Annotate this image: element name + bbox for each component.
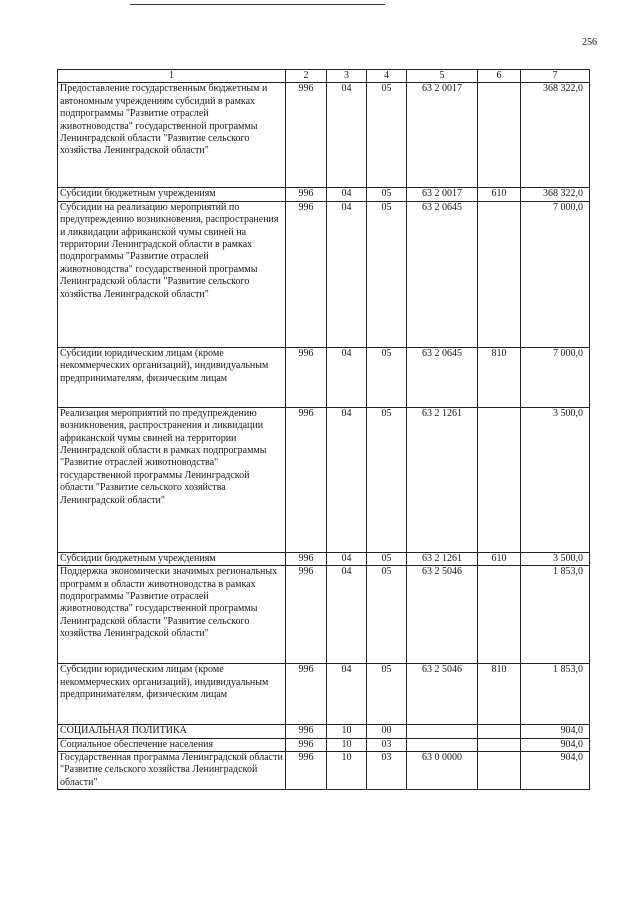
cell-subsection: 05 (367, 664, 407, 725)
table-row (58, 738, 590, 751)
cell-section: 10 (327, 725, 367, 738)
cell-amount: 904,0 (521, 738, 590, 751)
cell-ministry: 996 (286, 347, 327, 407)
cell-ministry: 996 (286, 552, 327, 565)
cell-subsection: 05 (367, 566, 407, 664)
cell-section: 10 (327, 752, 367, 790)
cell-subsection: 00 (367, 725, 407, 738)
cell-target-article (407, 738, 478, 751)
cell-section: 04 (327, 407, 367, 552)
cell-amount: 3 500,0 (521, 407, 590, 552)
header-cell: 4 (367, 70, 407, 83)
cell-section: 04 (327, 347, 367, 407)
cell-ministry: 996 (286, 664, 327, 725)
cell-ministry: 996 (286, 752, 327, 790)
cell-expense-type (478, 738, 521, 751)
cell-subsection: 05 (367, 407, 407, 552)
cell-subsection: 05 (367, 552, 407, 565)
cell-ministry: 996 (286, 83, 327, 188)
header-cell: 2 (286, 70, 327, 83)
cell-section: 04 (327, 566, 367, 664)
cell-ministry: 996 (286, 188, 327, 201)
cell-expense-type: 810 (478, 664, 521, 725)
cell-expense-type (478, 752, 521, 790)
cell-target-article: 63 2 0645 (407, 201, 478, 347)
cell-subsection: 05 (367, 188, 407, 201)
cell-amount: 1 853,0 (521, 566, 590, 664)
cell-target-article (407, 725, 478, 738)
row-name: Государственная программа Ленинградской области "Развитие сельского хозяйства Ленинградской области" (58, 752, 286, 790)
cell-ministry: 996 (286, 407, 327, 552)
cell-target-article: 63 0 0000 (407, 752, 478, 790)
cell-section: 04 (327, 83, 367, 188)
table-row (58, 752, 590, 790)
header-cell: 7 (521, 70, 590, 83)
cell-target-article: 63 2 0645 (407, 347, 478, 407)
cell-expense-type (478, 201, 521, 347)
row-name: Субсидии на реализацию мероприятий по предупреждению возникновения, распространения и ликвидации африканской чумы свиней на территории Ленинградской области в рамках подпрограммы "Развитие отраслей животноводства" государственной программы Ленинградской области "Развитие сельского хозяйства Ленинградской области" (58, 201, 286, 347)
cell-section: 04 (327, 664, 367, 725)
cell-ministry: 996 (286, 725, 327, 738)
row-name: Социальное обеспечение населения (58, 738, 286, 751)
cell-amount: 368 322,0 (521, 188, 590, 201)
row-name: СОЦИАЛЬНАЯ ПОЛИТИКА (58, 725, 286, 738)
page-number: 256 (582, 37, 597, 48)
table-row (58, 725, 590, 738)
cell-amount: 368 322,0 (521, 83, 590, 188)
cell-amount: 1 853,0 (521, 664, 590, 725)
row-name: Предоставление государственным бюджетным и автономным учреждениям субсидий в рамках подпрограммы "Развитие отраслей животноводства" государственной программы Ленинградской области "Развитие сельского хозяйства Ленинградской области" (58, 83, 286, 188)
cell-section: 10 (327, 738, 367, 751)
cell-subsection: 05 (367, 201, 407, 347)
budget-table (57, 69, 590, 790)
table-header-row (58, 70, 590, 83)
cell-expense-type (478, 83, 521, 188)
cell-expense-type (478, 407, 521, 552)
row-name: Субсидии юридическим лицам (кроме некоммерческих организаций), индивидуальным предпринимателям, физическим лицам (58, 347, 286, 407)
table-row (58, 83, 590, 188)
cell-expense-type (478, 725, 521, 738)
cell-ministry: 996 (286, 201, 327, 347)
cell-amount: 904,0 (521, 725, 590, 738)
row-name: Субсидии бюджетным учреждениям (58, 188, 286, 201)
cell-target-article: 63 2 5046 (407, 664, 478, 725)
cell-section: 04 (327, 552, 367, 565)
row-name: Субсидии бюджетным учреждениям (58, 552, 286, 565)
cell-subsection: 05 (367, 83, 407, 188)
cell-expense-type: 810 (478, 347, 521, 407)
cell-amount: 3 500,0 (521, 552, 590, 565)
cell-ministry: 996 (286, 566, 327, 664)
top-rule (130, 4, 385, 5)
table-row (58, 552, 590, 565)
cell-subsection: 05 (367, 347, 407, 407)
table-row (58, 566, 590, 664)
header-cell: 3 (327, 70, 367, 83)
cell-amount: 7 000,0 (521, 201, 590, 347)
cell-ministry: 996 (286, 738, 327, 751)
cell-target-article: 63 2 0017 (407, 188, 478, 201)
row-name: Поддержка экономически значимых региональных программ в области животноводства в рамках подпрограммы "Развитие отраслей животноводства" государственной программы Ленинградской области "Развитие сельского хозяйства Ленинградской области" (58, 566, 286, 664)
header-cell: 5 (407, 70, 478, 83)
table-row (58, 407, 590, 552)
cell-target-article: 63 2 1261 (407, 552, 478, 565)
cell-amount: 7 000,0 (521, 347, 590, 407)
cell-expense-type: 610 (478, 188, 521, 201)
cell-subsection: 03 (367, 738, 407, 751)
table-row (58, 188, 590, 201)
cell-expense-type: 610 (478, 552, 521, 565)
header-cell: 6 (478, 70, 521, 83)
cell-section: 04 (327, 188, 367, 201)
table-row (58, 664, 590, 725)
cell-subsection: 03 (367, 752, 407, 790)
cell-target-article: 63 2 1261 (407, 407, 478, 552)
cell-amount: 904,0 (521, 752, 590, 790)
cell-expense-type (478, 566, 521, 664)
cell-target-article: 63 2 5046 (407, 566, 478, 664)
row-name: Реализация мероприятий по предупреждению возникновения, распространения и ликвидации африканской чумы свиней на территории Ленинградской области в рамках подпрограммы "Развитие отраслей животноводства" государственной программы Ленинградской области "Развитие сельского хозяйства Ленинградской области" (58, 407, 286, 552)
table-row (58, 201, 590, 347)
table-row (58, 347, 590, 407)
cell-target-article: 63 2 0017 (407, 83, 478, 188)
header-cell: 1 (58, 70, 286, 83)
cell-section: 04 (327, 201, 367, 347)
row-name: Субсидии юридическим лицам (кроме некоммерческих организаций), индивидуальным предпринимателям, физическим лицам (58, 664, 286, 725)
